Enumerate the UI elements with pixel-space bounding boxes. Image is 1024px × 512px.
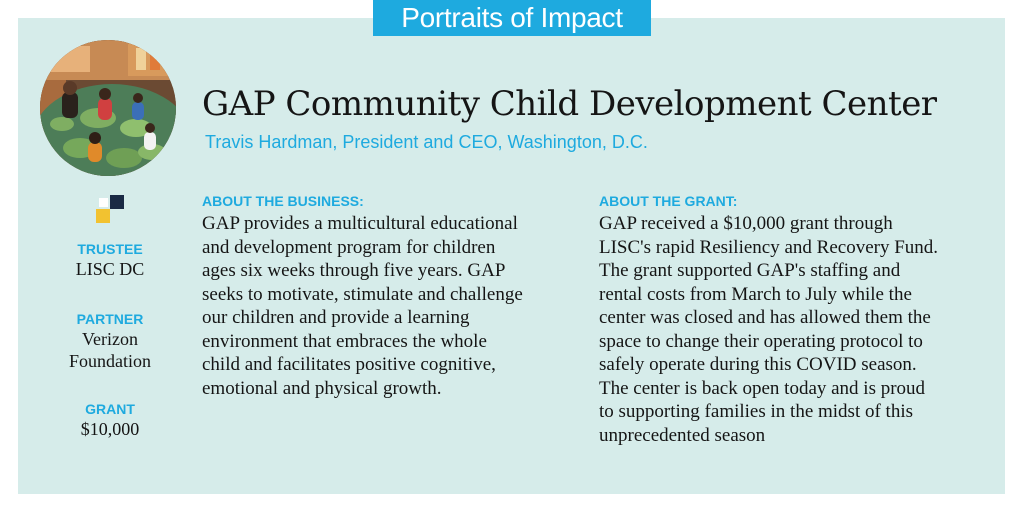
page-title: GAP Community Child Development Center [202, 84, 937, 124]
grant-value: $10,000 [80, 419, 140, 439]
grant-block [50, 400, 170, 440]
grant-label: GRANT [85, 401, 135, 417]
grant-line: center was closed and has allowed them the [599, 307, 931, 328]
classroom-photo [40, 40, 176, 176]
grant-line: space to change their operating protocol to [599, 330, 923, 352]
trustee-value: LISC DC [75, 259, 145, 279]
classroom-photo-image [40, 40, 176, 176]
grant-line: GAP received a $10,000 grant through [599, 213, 893, 234]
grant-line: to supporting families in the midst of this [599, 401, 914, 422]
business-line: ages six weeks through five years. GAP [202, 260, 506, 281]
business-line: emotional and physical growth. [202, 377, 442, 399]
portraits-banner: Portraits of Impact [373, 0, 651, 36]
trustee-label: TRUSTEE [77, 241, 143, 257]
partner-value-line1: Verizon [82, 329, 138, 349]
about-grant-text [599, 212, 989, 447]
business-line: GAP provides a multicultural educational [202, 213, 518, 234]
about-grant-section [599, 192, 989, 447]
grant-line: The center is back open today and is proud [599, 377, 926, 399]
trustee-block [50, 240, 170, 280]
grant-line: safely operate during this COVID season. [599, 354, 917, 375]
lisc-logo-icon [96, 195, 124, 223]
about-grant-heading: ABOUT THE GRANT: [599, 193, 738, 209]
business-line: our children and provide a learning [202, 307, 470, 328]
about-business-section [202, 192, 572, 400]
business-line: seeks to motivate, stimulate and challenge [202, 283, 523, 305]
business-line: child and facilitates positive cognitive, [202, 354, 496, 375]
partner-label: PARTNER [76, 311, 144, 327]
partner-block [50, 310, 170, 372]
partner-value-line2: Foundation [68, 351, 151, 371]
grant-line: The grant supported GAP's staffing and [599, 260, 901, 281]
business-line: and development program for children [202, 236, 496, 258]
business-line: environment that embraces the whole [202, 330, 487, 352]
page-subtitle: Travis Hardman, President and CEO, Washington, D.C. [205, 132, 648, 152]
about-business-heading: ABOUT THE BUSINESS: [202, 193, 364, 209]
grant-line: rental costs from March to July while the [599, 283, 912, 305]
about-business-text [202, 212, 572, 400]
grant-line: LISC's rapid Resiliency and Recovery Fund. [599, 236, 939, 258]
grant-line: unprecedented season [599, 424, 766, 446]
